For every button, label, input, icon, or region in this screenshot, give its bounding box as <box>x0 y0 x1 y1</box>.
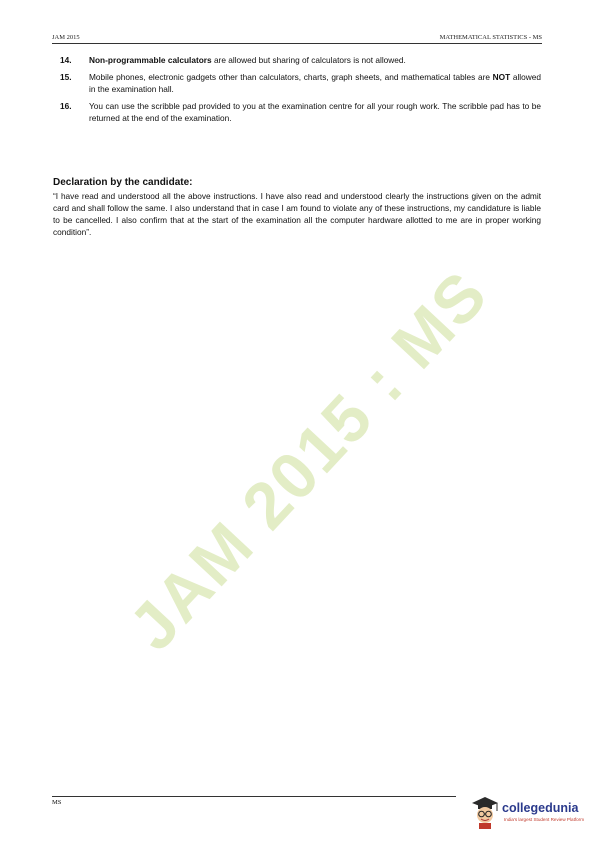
instruction-number: 14. <box>60 55 72 65</box>
instruction-list <box>60 54 541 129</box>
watermark-text: JAM 2015 : MS <box>114 256 502 664</box>
instruction-text-before: Mobile phones, electronic gadgets other than calculators, charts, graph sheets, and mathematical tables are <box>89 72 493 82</box>
instruction-item <box>60 71 541 95</box>
collegedunia-logo <box>470 795 590 831</box>
header-paper-name: MATHEMATICAL STATISTICS - MS <box>439 34 542 41</box>
instruction-text <box>89 54 541 66</box>
instruction-emphasis: Non-programmable calculators <box>89 55 212 65</box>
instruction-number: 15. <box>60 72 72 82</box>
instruction-number: 16. <box>60 101 72 111</box>
logo-brand-name: collegedunia <box>502 801 579 815</box>
graduate-mascot-icon <box>470 795 500 829</box>
instruction-text: You can use the scribble pad provided to you at the examination centre for all your rough work. The scribble pad has to be returned at the end of the examination. <box>89 101 541 123</box>
instruction-text-after: allowed in the examination hall. <box>89 72 541 94</box>
declaration-title: Declaration by the candidate: <box>53 177 193 188</box>
instruction-emphasis: NOT <box>492 72 511 82</box>
instruction-item <box>60 54 541 66</box>
declaration-text: “I have read and understood all the above instructions. I have also read and understood clearly the instructions given on the admit card and shall follow the same. I also understand that in case I am found to violate any of these instructions, my candidature is liable to be cancelled. I also confirm that at the start of the examination all the computer hardware allotted to me are in proper working condition”. <box>53 191 541 237</box>
footer-paper-code: MS <box>52 799 62 806</box>
page-header <box>52 34 542 44</box>
instruction-text <box>89 71 541 95</box>
instruction-text-rest: are allowed but sharing of calculators is not allowed. <box>211 55 406 65</box>
footer-divider <box>52 796 456 797</box>
instruction-item <box>60 100 541 124</box>
header-exam-name: JAM 2015 <box>52 34 80 41</box>
logo-tagline: India's largest Student Review Platform <box>504 817 585 822</box>
